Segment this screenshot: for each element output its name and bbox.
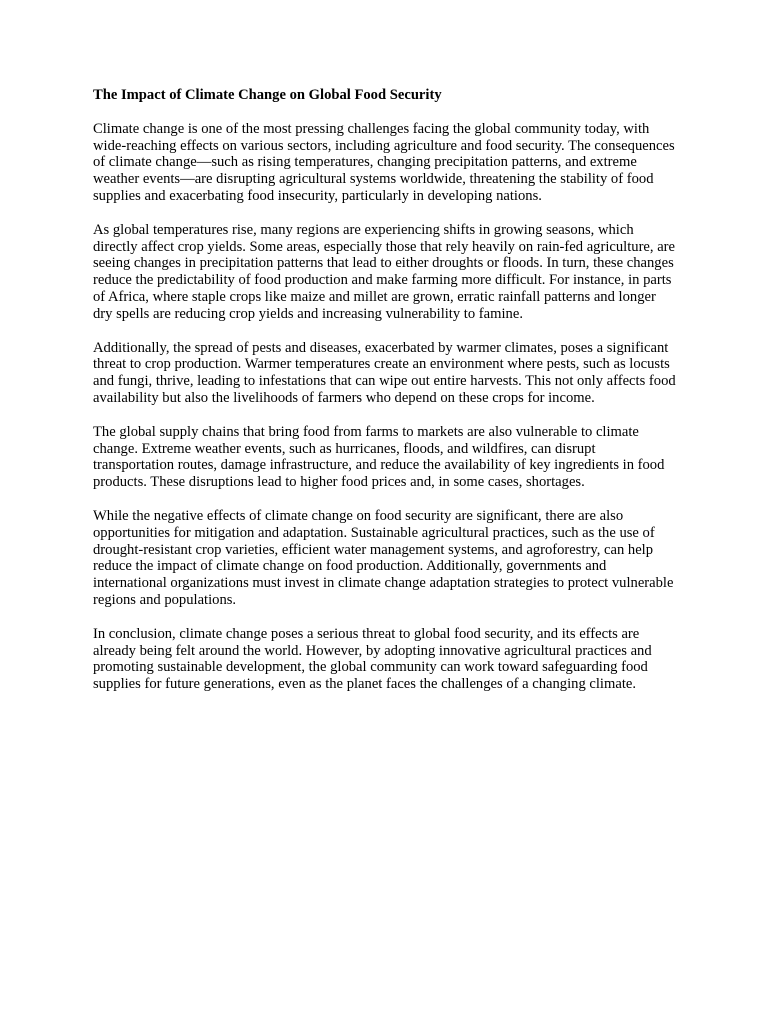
paragraph-1: Climate change is one of the most pressing challenges facing the global community today, with wide-reaching effects on various sectors, including agriculture and food security. The consequences of climate change—such as rising temperatures, changing precipitation patterns, and extreme weather events—are disrupting agricultural systems worldwide, threatening the stability of food supplies and exacerbating food insecurity, particularly in developing nations.	[93, 120, 675, 204]
document-body	[93, 87, 677, 710]
paragraph-5: While the negative effects of climate change on food security are significant, there are also opportunities for mitigation and adaptation. Sustainable agricultural practices, such as the use of drought-resistant crop varieties, efficient water management systems, and agroforestry, can help reduce the impact of climate change on food production. Additionally, governments and international organizations must invest in climate change adaptation strategies to protect vulnerable regions and populations.	[93, 507, 674, 608]
paragraph-4: The global supply chains that bring food from farms to markets are also vulnerable to climate change. Extreme weather events, such as hurricanes, floods, and wildfires, can disrupt transportation routes, damage infrastructure, and reduce the availability of key ingredients in food products. These disruptions lead to higher food prices and, in some cases, shortages.	[93, 423, 665, 491]
paragraph-2: As global temperatures rise, many regions are experiencing shifts in growing seasons, which directly affect crop yields. Some areas, especially those that rely heavily on rain-fed agriculture, are seeing changes in precipitation patterns that lead to either droughts or floods. In turn, these changes reduce the predictability of food production and make farming more difficult. For instance, in parts of Africa, where staple crops like maize and millet are grown, erratic rainfall patterns and longer dry spells are reducing crop yields and increasing vulnerability to famine.	[93, 221, 676, 322]
paragraph-3: Additionally, the spread of pests and diseases, exacerbated by warmer climates, poses a significant threat to crop production. Warmer temperatures create an environment where pests, such as locusts and fungi, thrive, leading to infestations that can wipe out entire harvests. This not only affects food availability but also the livelihoods of farmers who depend on these crops for income.	[93, 339, 676, 406]
document-title: The Impact of Climate Change on Global Food Security	[93, 87, 442, 103]
paragraph-6: In conclusion, climate change poses a serious threat to global food security, and its effects are already being felt around the world. However, by adopting innovative agricultural practices and promoting sustainable development, the global community can work toward safeguarding food supplies for future generations, even as the planet faces the challenges of a changing climate.	[93, 625, 652, 693]
